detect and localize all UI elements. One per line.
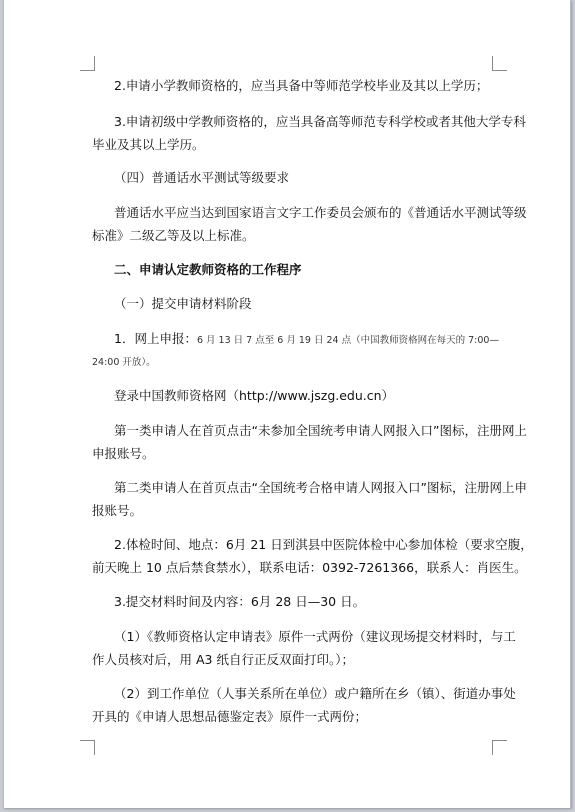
paragraph-line: （2）到工作单位（人事关系所在单位）或户籍所在乡（镇）、街道办事处 — [114, 686, 516, 701]
online-apply-dates: 6 月 13 日 7 点至 6 月 19 日 24 点（中国教师资格网在每天的 7:00— — [196, 335, 499, 346]
section-heading: （四）普通话水平测试等级要求 — [114, 170, 290, 185]
paragraph-line: 2.体检时间、地点：6月 21 日到淇县中医院体检中心参加体检（要求空腹， — [114, 537, 533, 552]
paragraph-line: （1）《教师资格认定申请表》原件一式两份（建议现场提交材料时，与工 — [114, 629, 516, 644]
paragraph-line — [114, 331, 499, 348]
paragraph-line: 登录中国教师资格网（http://www.jszg.edu.cn） — [114, 388, 395, 403]
label-online-apply: 1．网上申报： — [114, 331, 197, 346]
paragraph-line: 毕业及其以上学历。 — [92, 137, 205, 152]
paragraph-line: 3.提交材料时间及内容：6月 28 日—30 日。 — [114, 594, 366, 609]
margin-corner-mark — [492, 740, 507, 755]
paragraph-line: 3.申请初级中学教师资格的，应当具备高等师范专科学校或者其他大学专科 — [114, 114, 526, 129]
paragraph-line: 开具的《申请人思想品德鉴定表》原件一式两份； — [92, 709, 368, 724]
margin-corner-mark — [80, 740, 95, 755]
paragraph-line: 申报账号。 — [92, 446, 155, 461]
paragraph-line: 第一类申请人在首页点击“未参加全国统考申请人网报入口”图标，注册网上 — [114, 423, 527, 438]
paragraph-line: 普通话水平应当达到国家语言文字工作委员会颁布的《普通话水平测试等级 — [114, 205, 527, 220]
margin-corner-mark — [80, 56, 95, 71]
paragraph-line: 2.申请小学教师资格的，应当具备中等师范学校毕业及其以上学历； — [114, 78, 489, 93]
paragraph-line: 第二类申请人在首页点击“全国统考合格申请人网报入口”图标，注册网上申 — [114, 480, 527, 495]
paragraph-line: 标准》二级乙等及以上标准。 — [92, 228, 255, 243]
margin-corner-mark — [492, 56, 507, 71]
paragraph-line: 报账号。 — [92, 503, 143, 518]
paragraph-line: 作人员核对后，用 A3 纸自行正反双面打印。）； — [92, 652, 354, 667]
section-heading: （一）提交申请材料阶段 — [114, 296, 252, 311]
document-page — [3, 0, 571, 808]
chapter-heading: 二、申请认定教师资格的工作程序 — [114, 262, 302, 277]
paragraph-line: 前天晚上 10 点后禁食禁水），联系电话：0392-7261366，联系人：肖医生。 — [92, 560, 527, 575]
paragraph-line: 24:00 开放）。 — [92, 357, 156, 368]
